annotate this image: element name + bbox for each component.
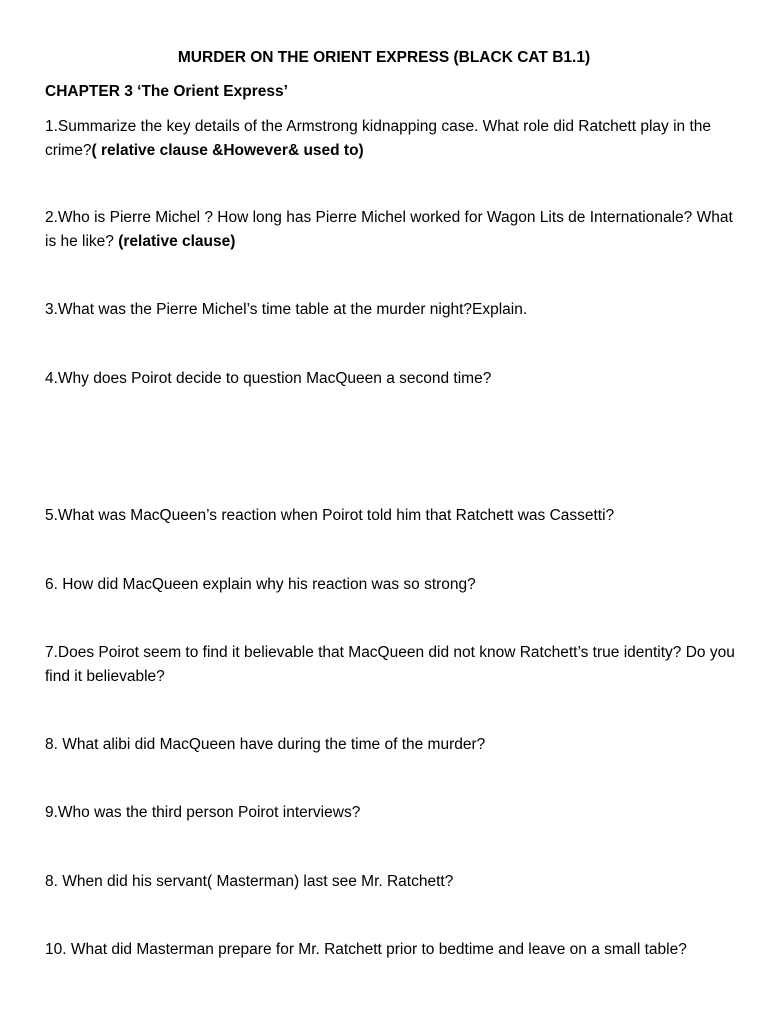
question-text: 6. How did MacQueen explain why his reaction was so strong? xyxy=(45,576,476,593)
question-4 xyxy=(45,367,735,391)
question-2 xyxy=(45,206,735,254)
question-text: 8. When did his servant( Masterman) last see Mr. Ratchett? xyxy=(45,873,454,890)
document-title: MURDER ON THE ORIENT EXPRESS (BLACK CAT B1.1) xyxy=(177,49,591,66)
question-11 xyxy=(45,938,735,962)
question-text: 3.What was the Pierre Michel’s time table at the murder night?Explain. xyxy=(45,301,528,318)
question-1 xyxy=(45,115,735,163)
question-text: 1.Summarize the key details of the Armstrong kidnapping case. What role did Ratchett play in the crime? xyxy=(45,118,711,159)
question-7 xyxy=(45,641,735,689)
question-6 xyxy=(45,573,735,597)
grammar-note: (relative clause) xyxy=(118,233,236,250)
question-8 xyxy=(45,733,735,757)
chapter-heading: CHAPTER 3 ‘The Orient Express’ xyxy=(45,83,288,100)
question-5 xyxy=(45,504,735,528)
question-text: 4.Why does Poirot decide to question MacQueen a second time? xyxy=(45,370,492,387)
question-3 xyxy=(45,298,735,322)
question-10 xyxy=(45,870,735,894)
question-text: 9.Who was the third person Poirot interviews? xyxy=(45,804,361,821)
question-9 xyxy=(45,801,735,825)
question-text: 10. What did Masterman prepare for Mr. Ratchett prior to bedtime and leave on a small table? xyxy=(45,941,687,958)
question-text: 7.Does Poirot seem to find it believable that MacQueen did not know Ratchett’s true identity? Do you find it believable? xyxy=(45,644,735,685)
question-text: 2.Who is Pierre Michel ? How long has Pierre Michel worked for Wagon Lits de Internationale? What is he like? xyxy=(45,209,733,250)
grammar-note: ( relative clause &However& used to) xyxy=(91,142,364,159)
question-text: 8. What alibi did MacQueen have during the time of the murder? xyxy=(45,736,486,753)
question-text: 5.What was MacQueen’s reaction when Poirot told him that Ratchett was Cassetti? xyxy=(45,507,615,524)
